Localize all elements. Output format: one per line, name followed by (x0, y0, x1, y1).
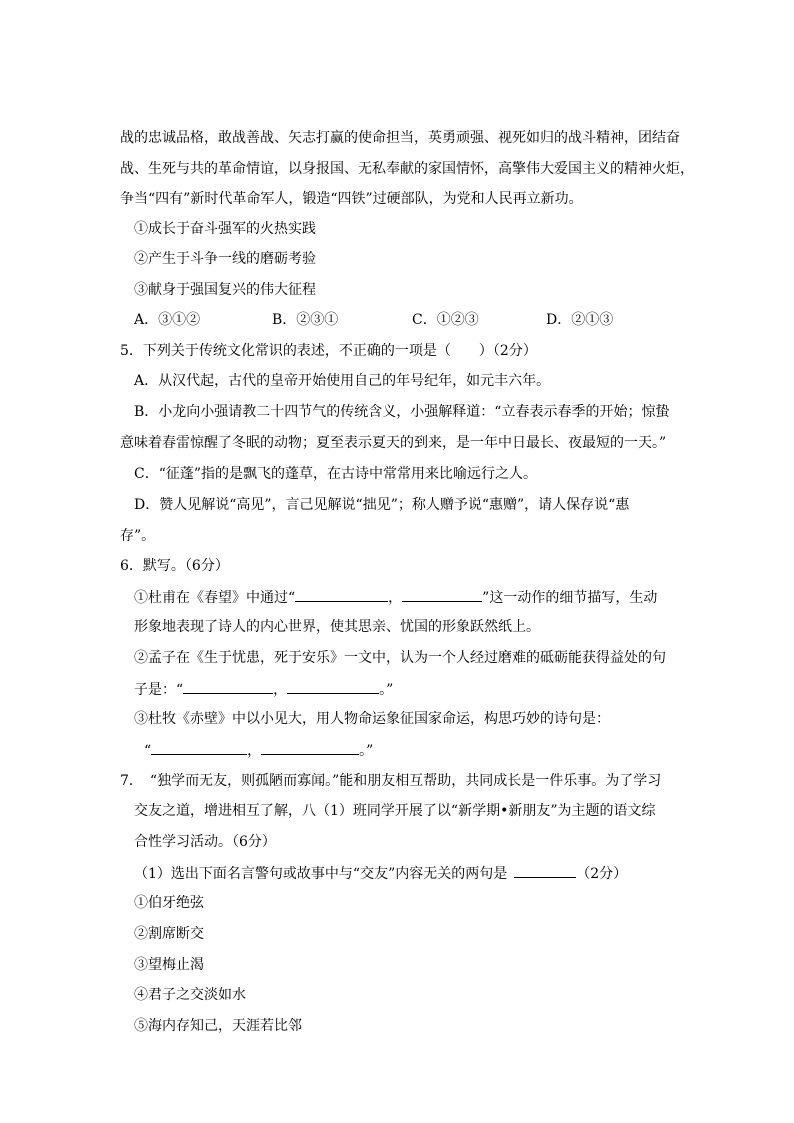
intro-line-1: 战的忠诚品格，敢战善战、矢志打赢的使命担当，英勇顽强、视死如归的战斗精神，团结奋 (120, 130, 680, 146)
q6-blank-5[interactable] (151, 740, 247, 755)
q6-part2-text-a: 子是：“ (134, 682, 184, 698)
intro-item-3: ③献身于强国复兴的伟大征程 (134, 282, 316, 298)
intro-line-3: 争当“四有”新时代革命军人，锻造“四铁”过硬部队，为党和人民再立新功。 (120, 191, 583, 207)
q5-option-c: C．“征蓬”指的是飘飞的蓬草，在古诗中常常用来比喻远行之人。 (134, 466, 538, 482)
q5-option-d-line2: 存”。 (120, 528, 156, 544)
q7-stem-line1: 7． “独学而无友，则孤陋而寡闻。”能和朋友相互帮助，共同成长是一件乐事。为了学习 (120, 773, 662, 789)
q7-item-4: ④君子之交淡如水 (134, 987, 246, 1003)
q6-blank-4[interactable] (287, 679, 379, 694)
q5-option-d-line1: D．赞人见解说“高见”，言己见解说“拙见”；称人赠予说“惠赠”，请人保存说“惠 (134, 497, 630, 513)
q7-item-5: ⑤海内存知己，天涯若比邻 (134, 1018, 302, 1034)
q6-part3-line2 (144, 740, 373, 760)
q6-part2-sep: ， (273, 682, 288, 698)
q7-item-1: ①伯牙绝弦 (134, 895, 204, 911)
q7-stem-line2: 交友之道，增进相互了解，八（1）班同学开展了以“新学期•新朋友”为主题的语文综 (134, 803, 656, 819)
q7-stem-line3: 合性学习活动。（6分） (134, 834, 276, 850)
q6-blank-1[interactable] (295, 587, 388, 602)
q6-part3-sep: ， (247, 743, 262, 759)
q5-option-b-line2: 意味着春雷惊醒了冬眠的动物；夏至表示夏天的到来，是一年中日最长、夜最短的一天。” (120, 435, 667, 451)
q7-item-2: ②割席断交 (134, 926, 204, 942)
q6-blank-2[interactable] (402, 587, 482, 602)
q6-part3-text-b: 。” (359, 743, 374, 759)
q6-part3-text-a: “ (144, 743, 152, 759)
intro-item-2: ②产生于斗争一线的磨砺考验 (134, 251, 316, 267)
q5-stem: 5．下列关于传统文化常识的表述，不正确的一项是（ ）（2分） (120, 343, 537, 359)
q6-part2-line2 (134, 679, 393, 699)
q6-part1-text-b: ”这一动作的细节描写，生动 (482, 590, 658, 606)
q6-part1-text-a: ①杜甫在《春望》中通过“ (134, 590, 296, 606)
q7-sub1 (134, 863, 627, 883)
q6-blank-3[interactable] (183, 679, 273, 694)
q6-part1-line2: 形象地表现了诗人的内心世界，使其思亲、忧国的形象跃然纸上。 (134, 619, 540, 635)
q6-part2-line1: ②孟子在《生于忧患，死于安乐》一文中，认为一个人经过磨难的砥砺能获得益处的句 (134, 650, 666, 666)
intro-option-d: D．②①③ (546, 312, 614, 328)
q7-sub1-text: （1）选出下面名言警句或故事中与“交友”内容无关的两句是 (134, 866, 508, 882)
intro-line-2: 战、生死与共的革命情谊，以身报国、无私奉献的家国情怀，高擎伟大爱国主义的精神火炬， (120, 161, 694, 177)
q6-part3-line1: ③杜牧《赤壁》中以小见大，用人物命运象征国家命运，构思巧妙的诗句是： (134, 711, 610, 727)
intro-item-1: ①成长于奋斗强军的火热实践 (134, 221, 316, 237)
q6-part1-line1 (134, 587, 657, 607)
q7-sub1-blank[interactable] (514, 863, 576, 878)
intro-option-c: C．①②③ (412, 312, 479, 328)
q6-part2-text-b: 。” (379, 682, 394, 698)
q5-option-a: A．从汉代起，古代的皇帝开始使用自己的年号纪年，如元丰六年。 (134, 373, 551, 389)
intro-option-b: B．②③① (272, 312, 339, 328)
q7-item-3: ③望梅止渴 (134, 957, 204, 973)
intro-option-a: A．③①② (134, 312, 201, 328)
q5-option-b-line1: B．小龙向小强请教二十四节气的传统含义，小强解释道：“立春表示春季的开始；惊蛰 (134, 404, 670, 420)
q7-sub1-score: （2分） (576, 866, 628, 882)
q6-blank-6[interactable] (261, 740, 359, 755)
q6-part1-sep: ， (388, 590, 403, 606)
q6-stem: 6．默写。（6分） (120, 558, 229, 574)
